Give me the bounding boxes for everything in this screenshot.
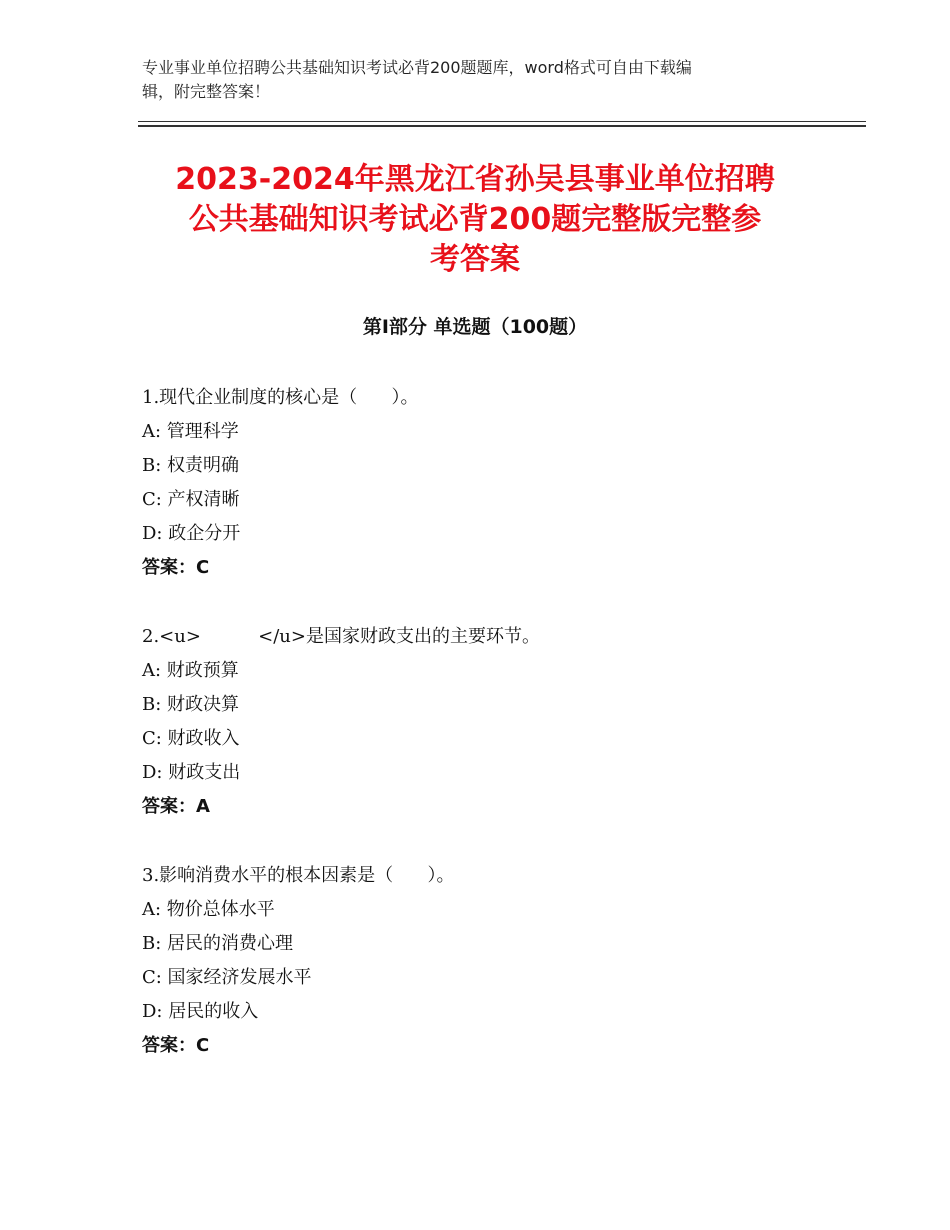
option-a: A: 物价总体水平 (142, 899, 275, 920)
question-stem: 3.影响消费水平的根本因素是（ ）。 (142, 865, 455, 886)
answer-line: 答案：C (142, 557, 210, 578)
header-divider-thin (138, 121, 866, 122)
option-a: A: 财政预算 (142, 660, 239, 681)
question-stem: 2.<u> </u>是国家财政支出的主要环节。 (142, 626, 540, 647)
option-c: C: 财政收入 (142, 728, 240, 749)
option-d: D: 财政支出 (142, 762, 241, 783)
question-1 (142, 381, 842, 585)
option-c: C: 产权清晰 (142, 489, 240, 510)
document-title-line3: 考答案 (430, 242, 520, 277)
answer-line: 答案：A (142, 796, 210, 817)
option-b: B: 财政决算 (142, 694, 240, 715)
question-3 (142, 859, 842, 1063)
answer-line: 答案：C (142, 1035, 210, 1056)
document-title-line2: 公共基础知识考试必背200题完整版完整参 (188, 202, 762, 237)
document-title-line1: 2023-2024年黑龙江省孙吴县事业单位招聘 (175, 162, 775, 197)
option-c: C: 国家经济发展水平 (142, 967, 312, 988)
header-divider-thick (138, 125, 866, 127)
section-heading: 第Ⅰ部分 单选题（100题） (362, 316, 588, 338)
document-title (138, 160, 812, 280)
header-text-line1: 专业事业单位招聘公共基础知识考试必背200题题库，word格式可自由下载编 (142, 58, 692, 77)
question-2 (142, 620, 842, 824)
option-b: B: 权责明确 (142, 455, 240, 476)
option-d: D: 居民的收入 (142, 1001, 259, 1022)
question-stem: 1.现代企业制度的核心是（ ）。 (142, 387, 419, 408)
page-header (142, 56, 792, 104)
option-a: A: 管理科学 (142, 421, 239, 442)
option-d: D: 政企分开 (142, 523, 241, 544)
option-b: B: 居民的消费心理 (142, 933, 294, 954)
header-text-line2: 辑，附完整答案！ (142, 82, 271, 101)
